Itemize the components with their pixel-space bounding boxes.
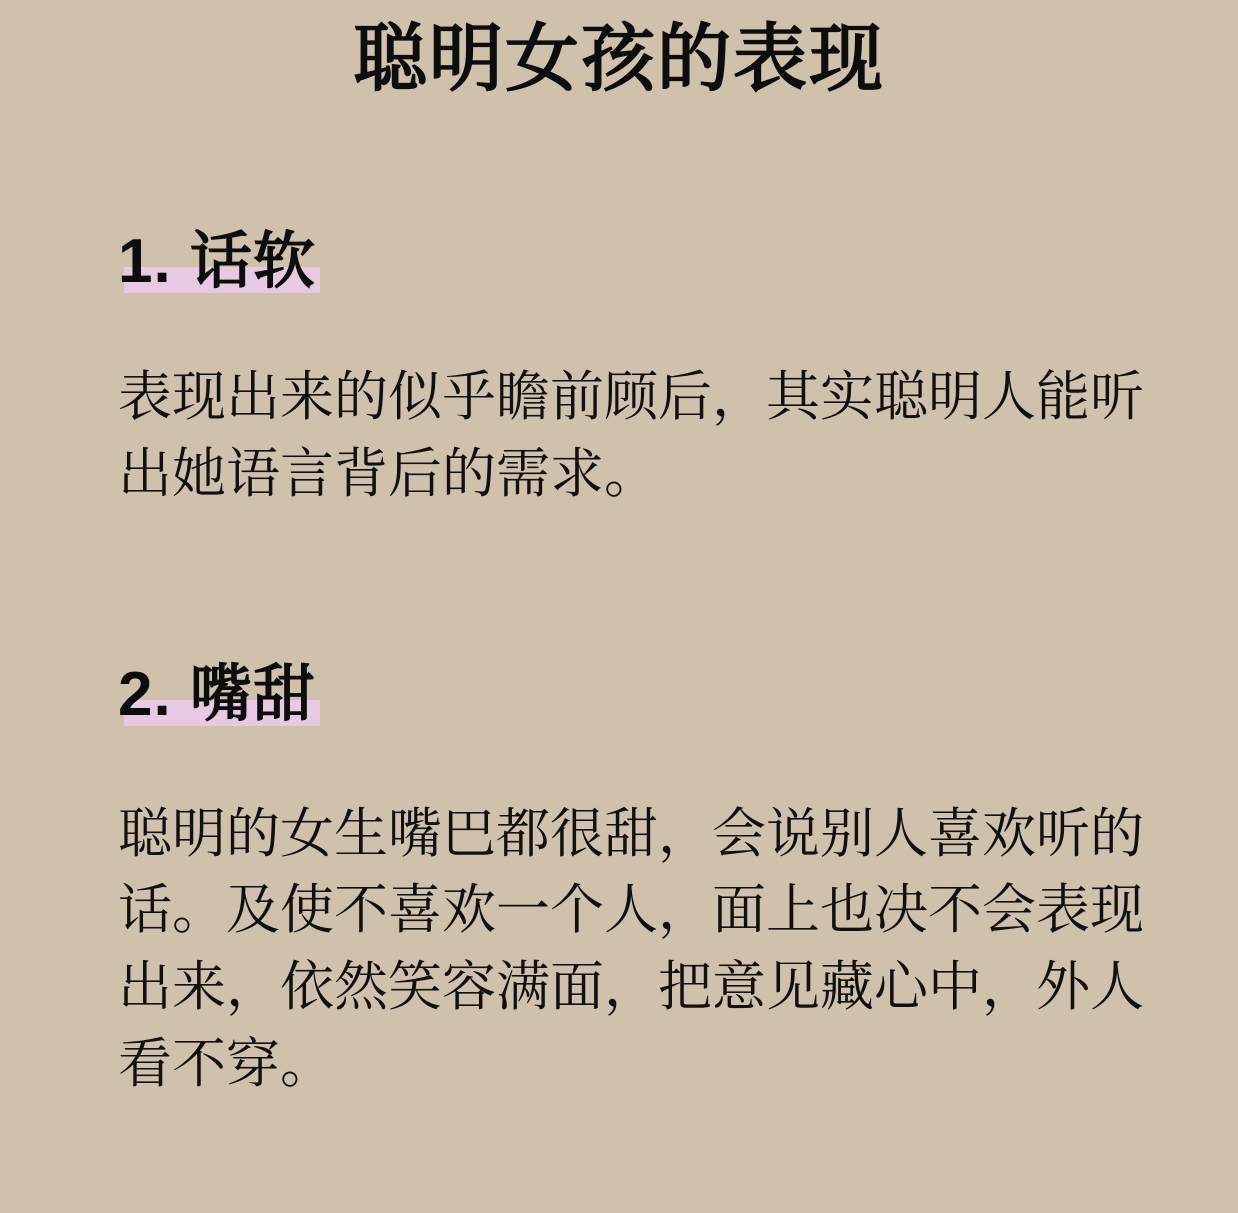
section-1-body: 表现出来的似乎瞻前顾后，其实聪明人能听出她语言背后的需求。 <box>118 366 1144 504</box>
section-2-body: 聪明的女生嘴巴都很甜，会说别人喜欢听的话。及使不喜欢一个人，面上也决不会表现出来，依然笑容满面，把意见藏心中，外人看不穿。 <box>118 803 1144 1094</box>
section-2-heading-text: 2. 嘴甜 <box>118 660 316 730</box>
section-1-heading <box>118 227 316 296</box>
page-title: 聪明女孩的表现 <box>353 17 885 100</box>
section-1-heading-wrap <box>0 227 1238 296</box>
section-1 <box>0 227 1238 512</box>
section-2-heading-wrap <box>0 660 1238 729</box>
section-1-heading-text: 1. 话软 <box>118 227 316 297</box>
section-2 <box>0 660 1238 1102</box>
section-2-heading <box>118 660 316 729</box>
